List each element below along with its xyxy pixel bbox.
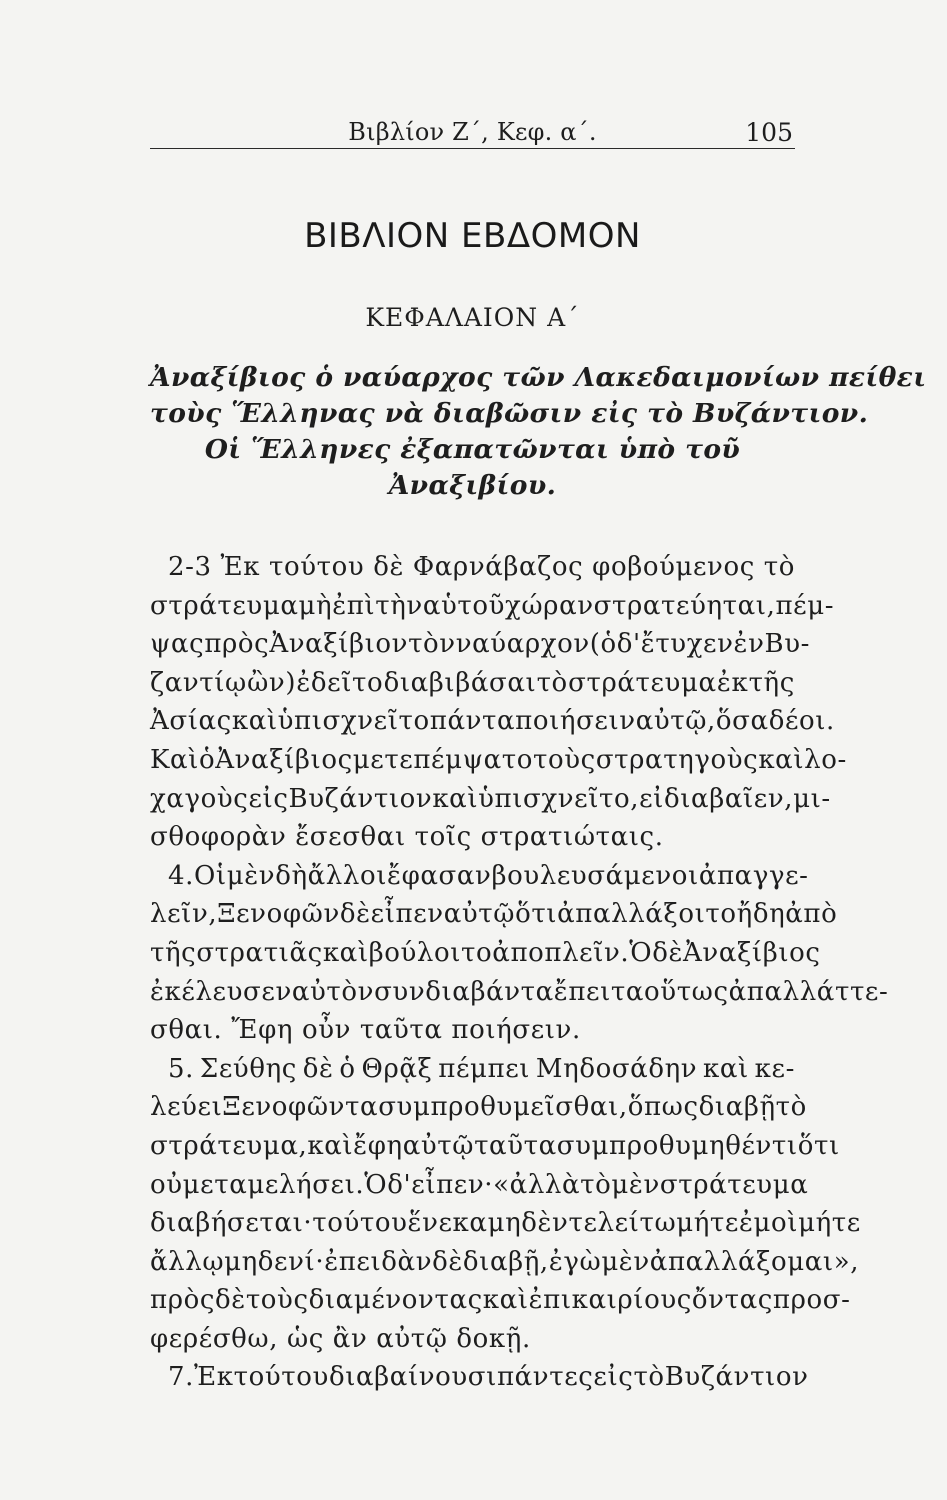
word: δὲ xyxy=(652,937,684,968)
word: Ἀναξίβιος xyxy=(215,744,353,775)
text-line xyxy=(150,1243,860,1282)
word: ζαντίῳ xyxy=(150,667,247,698)
word: πρὸς xyxy=(204,629,270,660)
word: ἔφη xyxy=(353,1130,403,1161)
word: ἔτυχεν xyxy=(640,629,734,660)
word: αὐτὸν xyxy=(291,976,375,1007)
word: τοὺς xyxy=(533,744,596,775)
word: Καὶ xyxy=(150,744,199,775)
word: ἐπειδὰν xyxy=(324,1246,433,1277)
running-head-title: Βιβλίον Ζ΄, Κεφ. α΄. xyxy=(348,118,597,146)
word: καὶ xyxy=(758,744,805,775)
word: ἕνεκα xyxy=(407,1208,488,1239)
word: Ἐκ xyxy=(220,552,261,582)
word: Ἀναξίβιον xyxy=(269,629,409,660)
word: Ὁ xyxy=(629,937,653,968)
word: στρατηγοὺς xyxy=(595,744,759,775)
word: μηδὲν xyxy=(487,1208,569,1239)
text-line xyxy=(150,587,835,626)
text-line xyxy=(150,1050,795,1089)
word: μι- xyxy=(793,783,831,814)
text-line xyxy=(150,664,795,703)
word: ἀπαγγε- xyxy=(698,860,809,891)
summary-line: Οἱ Ἕλληνες ἐξαπατῶνται ὑπὸ τοῦ xyxy=(204,434,741,465)
summary-line: Ἀναξίβιος ὁ ναύαρχος τῶν Λακεδαιμονίων πείθει xyxy=(150,362,927,393)
word: ἤδη xyxy=(736,899,786,930)
word: ναύαρχον xyxy=(455,629,590,660)
word: αὑτοῦ xyxy=(422,590,506,621)
word: καὶ xyxy=(703,1053,749,1084)
word: ὑπισχνεῖτο xyxy=(277,706,430,737)
word: Μηδοσάδην xyxy=(535,1053,698,1084)
word: καὶ xyxy=(307,1130,354,1161)
word: τοὺς xyxy=(245,1285,309,1316)
word: χαγοὺς xyxy=(150,783,249,814)
word: δὲ xyxy=(339,899,371,930)
word: συμπροθυμεῖσθαι, xyxy=(378,1092,628,1123)
word: στράτευμα xyxy=(659,1169,809,1200)
word: Φαρνάβαζος xyxy=(412,552,584,582)
word: αὐτῷ xyxy=(402,1130,475,1161)
word: ὁ xyxy=(198,744,216,775)
word: ἀπαλλάττε- xyxy=(728,976,889,1007)
word: καὶ xyxy=(231,706,278,737)
word: λεύει xyxy=(150,1092,223,1123)
text-line xyxy=(150,973,889,1012)
text-line xyxy=(150,1281,851,1320)
text-line: σθαι. Ἔφη οὖν ταῦτα ποιήσειν. xyxy=(150,1015,581,1046)
word: ψας xyxy=(150,629,205,660)
word: πάντα xyxy=(429,706,516,737)
text-line xyxy=(150,702,835,741)
word: δ' xyxy=(616,629,641,660)
text-line xyxy=(150,1166,809,1205)
word: μήτε xyxy=(676,1208,739,1239)
word: 5. xyxy=(168,1053,195,1084)
text-line xyxy=(150,1127,840,1166)
word: διαβῇ xyxy=(698,1092,776,1123)
word: Ξενοφῶντα xyxy=(222,1092,379,1123)
word: πέμ- xyxy=(775,590,835,621)
word: στράτευμα xyxy=(568,667,717,698)
word: ἐπὶ xyxy=(332,590,376,621)
word: στρατεύηται, xyxy=(593,590,776,621)
word: δ' xyxy=(387,1169,412,1200)
word: εἰς xyxy=(593,1362,634,1393)
word: Ξενοφῶν xyxy=(217,899,340,930)
word: μήτε xyxy=(798,1208,861,1239)
word: βούλοιτο xyxy=(368,937,493,968)
word: ἐκ xyxy=(716,667,749,698)
text-line xyxy=(150,780,831,819)
word: τῆς xyxy=(150,937,197,968)
word: μὲν xyxy=(611,1169,660,1200)
word: εἶπεν xyxy=(370,899,444,930)
word: διαβαῖεν, xyxy=(663,783,794,814)
word: ἐπικαιρίους xyxy=(528,1285,692,1316)
text-line xyxy=(150,741,847,780)
text-line xyxy=(150,625,811,664)
text-line xyxy=(150,1204,861,1243)
word: αὐτῷ, xyxy=(635,706,716,737)
summary-line: Ἀναξιβίου. xyxy=(388,470,557,501)
word: εἰς xyxy=(248,783,289,814)
word: τὸ xyxy=(580,1169,612,1200)
word: προσ- xyxy=(772,1285,851,1316)
word: τὴν xyxy=(375,590,423,621)
word: βουλευσάμενοι xyxy=(491,860,699,891)
word: εἶπεν· xyxy=(411,1169,494,1200)
word: ἐν xyxy=(733,629,765,660)
word: μετεπέμψατο xyxy=(352,744,534,775)
text-line xyxy=(150,857,809,896)
word: Θρᾷξ xyxy=(361,1053,433,1084)
word: ὅπως xyxy=(627,1092,699,1123)
word: 2-3 xyxy=(168,552,212,582)
word: ὁ xyxy=(339,1053,356,1084)
chapter-title: ΚΕΦΑΛΑΙΟΝ Α΄ xyxy=(365,303,580,332)
text-line: σθοφορὰν ἔσεσθαι τοῖς στρατιώταις. xyxy=(150,822,664,853)
word: δὲ xyxy=(302,1053,334,1084)
word: ἀπαλλάξομαι», xyxy=(649,1246,860,1277)
word: Ὁ xyxy=(364,1169,388,1200)
word: Βυζάντιον xyxy=(288,783,433,814)
word: οὕτως xyxy=(644,976,729,1007)
word: «ἀλλὰ xyxy=(493,1169,581,1200)
word: δὲ xyxy=(432,1246,463,1277)
text-line xyxy=(150,1358,809,1397)
word: τὸ xyxy=(536,667,568,698)
word: τούτου xyxy=(312,1208,408,1239)
word: (ὁ xyxy=(589,629,617,660)
word: μὲν xyxy=(226,860,276,891)
word: Βυ- xyxy=(764,629,811,660)
word: ἀπαλλάξοιτο xyxy=(557,899,737,930)
word: τὸ xyxy=(633,1362,665,1393)
word: Σεύθης xyxy=(199,1053,297,1084)
word: ἀποπλεῖν. xyxy=(492,937,630,968)
word: ποιήσειν xyxy=(515,706,636,737)
word: ἐδεῖτο xyxy=(296,667,384,698)
text-line xyxy=(150,895,838,934)
page-number: 105 xyxy=(745,118,793,147)
word: ἄλλῳ xyxy=(150,1246,225,1277)
word: δέοι. xyxy=(768,706,835,737)
summary-line: τοὺς Ἕλληνας νὰ διαβῶσιν εἰς τὸ Βυζάντιον. xyxy=(150,398,869,429)
word: κε- xyxy=(754,1053,795,1084)
word: Ἐκ xyxy=(194,1362,234,1393)
word: Ἀσίας xyxy=(150,706,232,737)
word: στράτευμα, xyxy=(150,1130,308,1161)
word: διαβήσεται· xyxy=(150,1208,313,1239)
word: Βυζάντιον xyxy=(664,1362,809,1393)
word: χώραν xyxy=(505,590,594,621)
word: λεῖν, xyxy=(150,899,218,930)
word: δὲ xyxy=(215,1285,246,1316)
word: ὑπισχνεῖτο, xyxy=(478,783,640,814)
word: τούτου xyxy=(233,1362,329,1393)
text-line xyxy=(150,1088,807,1127)
word: τὸ xyxy=(775,1092,807,1123)
word: ταῦτα xyxy=(474,1130,557,1161)
word: στρατιᾶς xyxy=(196,937,323,968)
word: ἀπὸ xyxy=(785,899,838,930)
word: 7. xyxy=(168,1362,195,1393)
body-text xyxy=(150,548,889,1397)
word: μὴ xyxy=(298,590,333,621)
word: ὄντας xyxy=(691,1285,773,1316)
word: 4. xyxy=(168,860,195,891)
text-line: φερέσθω, ὡς ἂν αὐτῷ δοκῇ. xyxy=(150,1323,531,1354)
word: διαβιβάσαι xyxy=(383,667,537,698)
word: τούτου xyxy=(269,552,365,582)
chapter-summary xyxy=(150,360,927,504)
word: τὸν xyxy=(408,629,456,660)
word: μεταμελήσει. xyxy=(182,1169,365,1200)
word: ἔφασαν xyxy=(387,860,492,891)
word: λο- xyxy=(804,744,847,775)
running-head xyxy=(150,112,795,149)
word: συμπροθυμηθέντι xyxy=(556,1130,798,1161)
word: ἄλλοι xyxy=(307,860,388,891)
word: Οἱ xyxy=(194,860,227,891)
word: καὶ xyxy=(322,937,369,968)
word: τῆς xyxy=(748,667,795,698)
word: ἐμοὶ xyxy=(738,1208,799,1239)
word: πρὸς xyxy=(150,1285,215,1316)
word: ὅτι xyxy=(515,899,558,930)
word: φοβούμενος xyxy=(592,552,755,582)
word: διαβαίνουσι xyxy=(328,1362,497,1393)
word: τελείτω xyxy=(568,1208,677,1239)
word: διαμένοντας xyxy=(308,1285,483,1316)
word: μὲν xyxy=(601,1246,650,1277)
word: συνδιαβάντα xyxy=(374,976,554,1007)
word: δὲ xyxy=(373,552,404,582)
text-line xyxy=(150,934,821,973)
word: τὸ xyxy=(763,552,795,582)
word: Ἀναξίβιος xyxy=(683,937,821,968)
word: εἰ xyxy=(639,783,664,814)
word: ὢν) xyxy=(247,667,297,698)
word: ὅτι xyxy=(797,1130,840,1161)
word: δὴ xyxy=(275,860,308,891)
word: μηδενί· xyxy=(224,1246,325,1277)
book-title: ΒΙΒΛΙΟΝ ΕΒΔΟΜΟΝ xyxy=(304,216,641,256)
word: πέμπει xyxy=(438,1053,531,1084)
word: ἔπειτα xyxy=(553,976,645,1007)
word: ἐγὼ xyxy=(548,1246,602,1277)
word: ἐκέλευσεν xyxy=(150,976,292,1007)
word: καὶ xyxy=(482,1285,529,1316)
word: πάντες xyxy=(496,1362,594,1393)
word: ὅσα xyxy=(715,706,769,737)
word: αὐτῷ xyxy=(443,899,516,930)
word: διαβῇ, xyxy=(462,1246,549,1277)
word: στράτευμα xyxy=(150,590,299,621)
text-line xyxy=(150,548,795,587)
word: καὶ xyxy=(432,783,479,814)
word: οὐ xyxy=(150,1169,183,1200)
